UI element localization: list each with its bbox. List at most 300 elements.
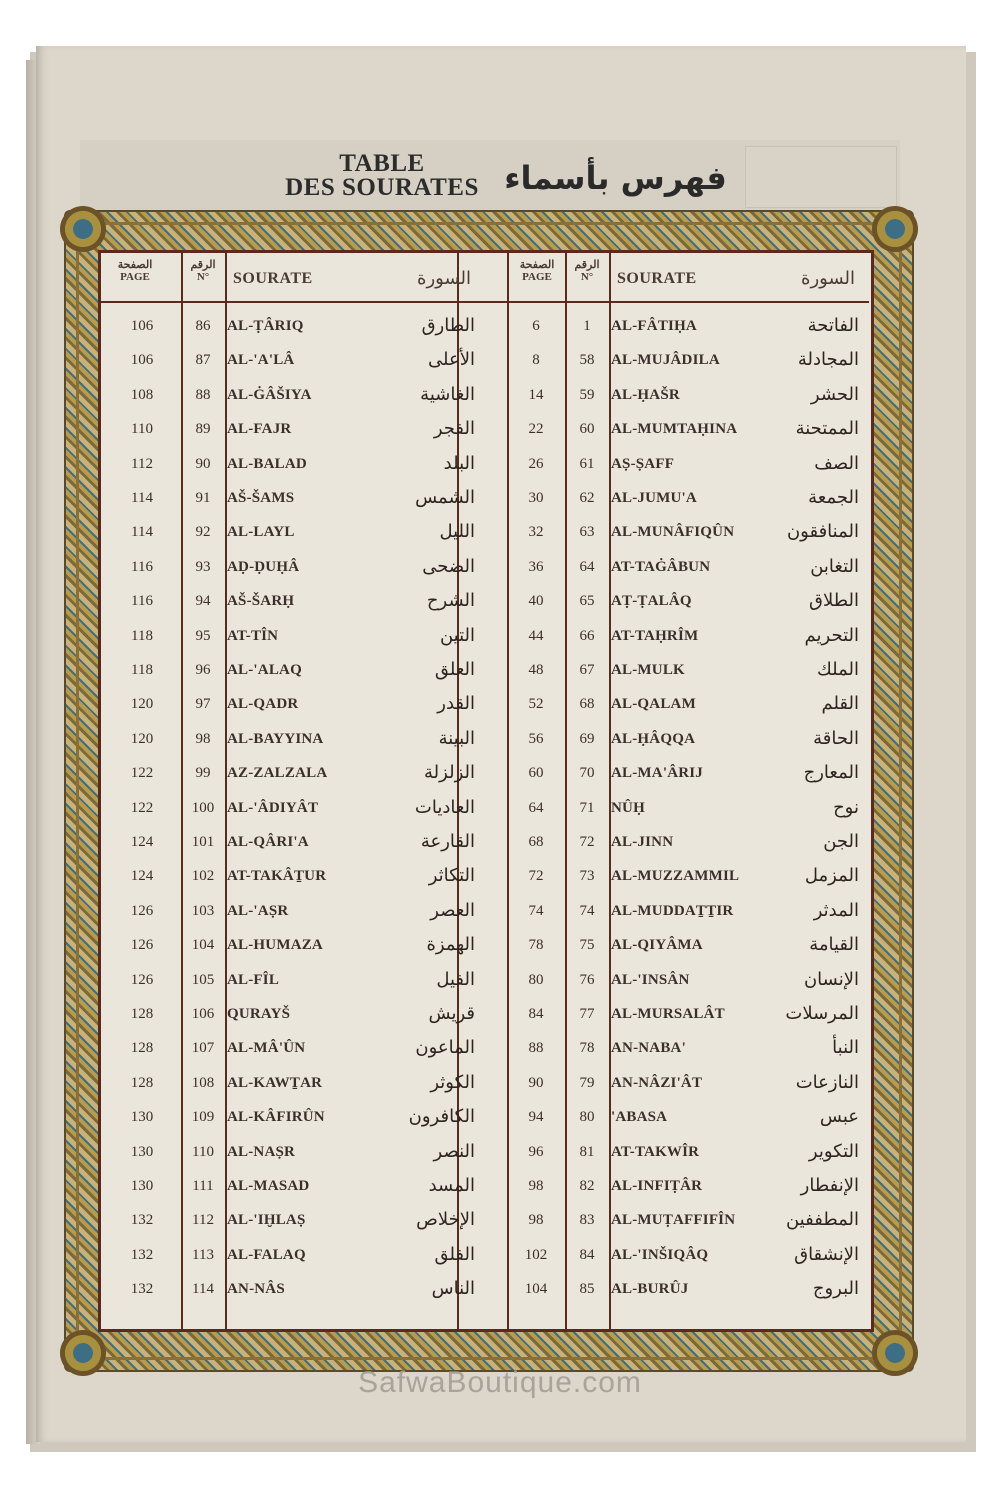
surah-name-ar: البروج <box>812 1278 859 1300</box>
table-row <box>485 378 869 412</box>
surah-name-ar: الهمزة <box>426 934 475 956</box>
surah-number: 73 <box>579 868 595 885</box>
surah-name-ar: الفيل <box>436 968 475 990</box>
surah-number: 84 <box>579 1246 595 1263</box>
table-row <box>485 825 869 859</box>
surah-number: 75 <box>579 937 595 954</box>
surah-number: 110 <box>192 1143 214 1160</box>
surah-name: AL-INFIṬÂR <box>611 1178 703 1194</box>
surah-name-ar: القيامة <box>809 934 859 956</box>
column-header-page-fr: PAGE <box>120 271 150 283</box>
surah-name-ar: الكوثر <box>430 1071 475 1093</box>
surah-name: AT-TAKWÎR <box>611 1143 700 1160</box>
surah-name-ar: البينة <box>438 727 475 749</box>
surah-number: 91 <box>195 490 211 506</box>
surah-name: AL-MÂ'ÛN <box>227 1040 306 1057</box>
surah-name-ar: العلق <box>434 659 475 680</box>
page-number: 106 <box>130 352 154 369</box>
surah-number: 111 <box>192 1178 214 1194</box>
table-row <box>485 412 869 446</box>
surah-number: 98 <box>195 730 211 747</box>
table-row <box>485 447 869 481</box>
table-row <box>485 584 869 618</box>
page-number: 78 <box>528 937 544 954</box>
page-number: 116 <box>131 558 153 575</box>
surah-name: AL-FAJR <box>227 421 292 438</box>
table-row <box>101 1169 485 1203</box>
page-number: 98 <box>528 1178 544 1194</box>
surah-name-ar: القارعة <box>420 831 475 852</box>
surah-number: 90 <box>195 455 211 472</box>
surah-name: AL-MURSALÂT <box>611 1006 725 1022</box>
table-row <box>485 894 869 928</box>
page-number: 74 <box>528 902 544 919</box>
surah-name: AL-'INSÂN <box>611 971 690 988</box>
surah-name: AL-KAWṮAR <box>227 1074 323 1091</box>
surah-name-ar: الشمس <box>415 487 475 508</box>
page-number: 124 <box>130 868 154 885</box>
page-number: 118 <box>131 662 153 678</box>
table-row <box>101 825 485 859</box>
surah-name: AN-NÂS <box>227 1281 285 1298</box>
page-number: 132 <box>130 1246 154 1263</box>
surah-name: AṢ-ṢAFF <box>611 455 675 472</box>
table-row <box>485 1135 869 1169</box>
surah-name: AN-NABA' <box>611 1040 686 1057</box>
page-number: 112 <box>131 455 153 472</box>
page-number: 90 <box>528 1074 544 1091</box>
surah-name: AL-MUDDAṮṮIR <box>611 902 734 919</box>
surah-name: AL-MASAD <box>227 1178 310 1194</box>
page-number: 116 <box>131 593 153 610</box>
page-number: 68 <box>528 834 544 850</box>
surah-number: 1 <box>583 318 591 334</box>
page-title-fr <box>272 152 492 200</box>
surah-name-ar: المزمل <box>804 865 859 887</box>
surah-name-ar: التين <box>439 624 475 646</box>
surah-name-ar: التكوير <box>808 1140 859 1162</box>
surah-name-ar: العصر <box>430 899 475 921</box>
surah-number: 112 <box>192 1212 214 1229</box>
surah-name: AL-FALAQ <box>227 1246 306 1263</box>
page-title-ar: فهرس بأسماء <box>504 159 727 197</box>
surah-name-ar: الماعون <box>415 1037 475 1059</box>
watermark: SafwaBoutique.com <box>358 1366 642 1399</box>
page-number: 32 <box>528 524 544 541</box>
page-number: 40 <box>528 593 544 610</box>
surah-name: 'ABASA <box>611 1109 668 1126</box>
surah-name-ar: المجادلة <box>797 349 859 371</box>
surah-name-ar: التكاثر <box>428 865 475 887</box>
column-header-num-ar: الرقم <box>574 259 600 271</box>
surah-name-ar: الإخلاص <box>416 1209 475 1231</box>
table-row <box>485 1031 869 1065</box>
surah-name: AŠ-ŠARḤ <box>227 593 295 610</box>
page-number: 56 <box>528 730 544 747</box>
column-header-sourate-ar: السورة <box>801 268 855 289</box>
surah-number: 58 <box>579 352 595 369</box>
table-row <box>101 550 485 584</box>
page-number: 14 <box>528 386 544 403</box>
table-row <box>485 481 869 515</box>
table-row <box>101 687 485 721</box>
surah-name: AL-JUMU'A <box>611 490 697 506</box>
table-row <box>485 791 869 825</box>
page-number: 8 <box>532 352 540 369</box>
table-row <box>101 1272 485 1306</box>
surah-number: 82 <box>579 1178 595 1194</box>
surah-number: 96 <box>195 662 211 678</box>
surah-name-ar: النبأ <box>832 1037 859 1059</box>
surah-number: 89 <box>195 421 211 438</box>
table-row <box>101 1066 485 1100</box>
page-number: 84 <box>528 1006 544 1022</box>
page-number: 98 <box>528 1212 544 1229</box>
surah-number: 66 <box>579 627 595 644</box>
surah-name: AL-'AṢR <box>227 902 289 919</box>
surah-name: AL-'ALAQ <box>227 662 302 678</box>
surah-name-ar: الطارق <box>421 315 475 336</box>
page-number: 80 <box>528 971 544 988</box>
surah-name-ar: المنافقون <box>786 521 859 543</box>
surah-name: AT-TÎN <box>227 627 279 644</box>
surah-name: AL-'ÂDIYÂT <box>227 799 319 816</box>
surah-name: AL-MULK <box>611 662 685 678</box>
table-row <box>101 481 485 515</box>
surah-number: 102 <box>191 868 215 885</box>
surah-name: AL-ḤÂQQA <box>611 730 696 747</box>
surah-name-ar: المطففين <box>785 1209 859 1231</box>
column-header-page-ar: الصفحة <box>117 259 153 271</box>
surah-name: AL-QIYÂMA <box>611 937 703 954</box>
surah-name-ar: الناس <box>431 1278 475 1300</box>
table-row <box>101 791 485 825</box>
surah-name-ar: الضحى <box>422 555 475 577</box>
page-number: 52 <box>528 696 544 713</box>
column-header-num <box>567 259 607 299</box>
surah-name-ar: النصر <box>433 1140 475 1162</box>
table-panel-right <box>485 253 869 1329</box>
surah-name: AL-MUJÂDILA <box>611 352 720 369</box>
page-number: 94 <box>528 1109 544 1126</box>
table-row <box>101 928 485 962</box>
column-header-num-fr: N° <box>580 271 594 283</box>
table-row <box>485 1272 869 1306</box>
border-ornament-top-left <box>60 206 106 252</box>
table-row <box>101 1203 485 1237</box>
surah-number: 108 <box>191 1074 215 1091</box>
surah-name-ar: قريش <box>428 1003 475 1024</box>
surah-number: 68 <box>579 696 595 713</box>
surah-name: AL-LAYL <box>227 524 295 541</box>
page-number: 118 <box>131 627 153 644</box>
table-row <box>485 1100 869 1134</box>
surah-name: AL-MUMTAḤINA <box>611 421 738 438</box>
column-header-page-ar: الصفحة <box>519 259 555 271</box>
page-number: 126 <box>130 937 154 954</box>
surah-number: 79 <box>579 1074 595 1091</box>
surah-name: AT-TAḤRÎM <box>611 627 699 644</box>
surah-name-ar: الفجر <box>433 418 475 440</box>
surah-number: 100 <box>191 799 215 816</box>
table-row <box>485 1066 869 1100</box>
surah-name: AN-NÂZI'ÂT <box>611 1074 703 1091</box>
surah-name: AL-HUMAZA <box>227 937 323 954</box>
surah-name-ar: القلم <box>821 693 859 715</box>
surah-name-ar: الغاشية <box>420 383 475 405</box>
table-row <box>485 756 869 790</box>
page-number: 48 <box>528 662 544 678</box>
page-number: 114 <box>131 490 153 506</box>
table-row <box>101 894 485 928</box>
surah-name: NÛḤ <box>611 799 645 816</box>
page-number: 110 <box>131 421 153 438</box>
surah-name: AL-'A'LÂ <box>227 352 295 369</box>
surah-number: 104 <box>191 937 215 954</box>
surah-name: AL-ḤAŠR <box>611 386 680 403</box>
page-number: 96 <box>528 1143 544 1160</box>
table-row <box>101 997 485 1031</box>
table-row <box>485 687 869 721</box>
table-row <box>485 859 869 893</box>
surah-name-ar: العاديات <box>414 796 475 818</box>
table-row <box>485 997 869 1031</box>
surah-number: 114 <box>192 1281 214 1298</box>
page-number: 122 <box>130 765 154 782</box>
surah-number: 93 <box>195 558 211 575</box>
column-header-sourate-ar: السورة <box>417 268 471 289</box>
header-rule <box>101 301 485 303</box>
surah-name: AL-QALAM <box>611 696 696 713</box>
surah-name-ar: المدثر <box>813 899 859 921</box>
surah-name-ar: الزلزلة <box>424 762 475 784</box>
table-panel-left <box>101 253 485 1329</box>
surah-name: AL-KÂFIRÛN <box>227 1109 325 1126</box>
bleed-through-box <box>745 146 897 208</box>
page-number: 130 <box>130 1143 154 1160</box>
surah-name: AḌ-ḌUḤÂ <box>227 558 300 575</box>
page-number: 122 <box>130 799 154 816</box>
page-number: 130 <box>130 1178 154 1194</box>
surah-name-ar: الحشر <box>810 383 859 405</box>
surah-number: 77 <box>579 1006 595 1022</box>
table-row <box>485 619 869 653</box>
surah-name: AL-NAṢR <box>227 1143 296 1160</box>
surah-name-ar: المعارج <box>803 762 859 784</box>
page-number: 132 <box>130 1212 154 1229</box>
surah-number: 105 <box>191 971 215 988</box>
page-number: 128 <box>130 1074 154 1091</box>
surah-name-ar: الحاقة <box>813 727 859 749</box>
table-row <box>101 584 485 618</box>
surah-name: AL-MUNÂFIQÛN <box>611 524 735 541</box>
surah-name: AL-BAYYINA <box>227 730 324 747</box>
surah-name-ar: الممتحنة <box>795 418 859 440</box>
surah-name-ar: الفاتحة <box>807 315 859 336</box>
page-number: 106 <box>130 318 154 334</box>
surah-name-ar: الفلق <box>434 1243 475 1265</box>
surah-name-ar: الإنفطار <box>800 1175 859 1196</box>
surah-number: 94 <box>195 593 211 610</box>
surah-number: 65 <box>579 593 595 610</box>
page-number: 128 <box>130 1006 154 1022</box>
surah-name-ar: الطلاق <box>809 590 859 612</box>
surah-name-ar: التحريم <box>804 624 859 646</box>
surah-name-ar: الصف <box>814 452 859 474</box>
surah-name-ar: المسد <box>428 1175 475 1196</box>
surah-number: 97 <box>195 696 211 713</box>
surah-name-ar: التغابن <box>810 555 859 577</box>
surah-name-ar: القدر <box>437 693 475 715</box>
header-rule <box>485 301 869 303</box>
surah-name: AT-TAĠÂBUN <box>611 558 711 575</box>
page-number: 108 <box>130 386 154 403</box>
surah-number: 62 <box>579 490 595 506</box>
surah-number: 74 <box>579 902 595 919</box>
surah-name-ar: النازعات <box>795 1071 859 1093</box>
table-row <box>485 515 869 549</box>
page-number: 26 <box>528 455 544 472</box>
table-row <box>101 412 485 446</box>
surah-number: 81 <box>579 1143 595 1160</box>
surah-number: 63 <box>579 524 595 541</box>
page-number: 114 <box>131 524 153 541</box>
surah-name: AL-BURÛJ <box>611 1281 689 1298</box>
page-number: 88 <box>528 1040 544 1057</box>
page-number: 124 <box>130 834 154 850</box>
surah-name-ar: الجن <box>823 831 859 852</box>
surah-name: AL-MUṬAFFIFÎN <box>611 1212 736 1229</box>
page-number: 126 <box>130 902 154 919</box>
surah-name-ar: المرسلات <box>785 1003 859 1024</box>
surah-name-ar: عبس <box>819 1106 859 1128</box>
table-row <box>485 653 869 687</box>
table-row <box>101 1100 485 1134</box>
table-row <box>485 343 869 377</box>
page-number: 36 <box>528 558 544 575</box>
surah-number: 101 <box>191 834 215 850</box>
table-row <box>101 619 485 653</box>
title-line-1: TABLE <box>339 150 425 177</box>
surah-number: 88 <box>195 386 211 403</box>
surah-name: AZ-ZALZALA <box>227 765 328 782</box>
surah-name: AL-FÂTIḤA <box>611 318 697 334</box>
page-number: 22 <box>528 421 544 438</box>
surah-name-ar: نوح <box>833 796 859 818</box>
surah-number: 60 <box>579 421 595 438</box>
surah-name-ar: الملك <box>816 659 859 680</box>
page-number: 30 <box>528 490 544 506</box>
table-row <box>101 859 485 893</box>
surah-number: 109 <box>191 1109 215 1126</box>
page-number: 44 <box>528 627 544 644</box>
table-row <box>101 756 485 790</box>
column-header-sourate: SOURATE <box>233 270 313 287</box>
surah-name: AL-BALAD <box>227 455 307 472</box>
column-header-sourate: SOURATE <box>617 270 697 287</box>
table-row <box>485 309 869 343</box>
surah-number: 78 <box>579 1040 595 1057</box>
surah-name-ar: الإنشقاق <box>794 1243 859 1265</box>
surah-name: AL-ĠÂŠIYA <box>227 386 312 403</box>
page-number: 128 <box>130 1040 154 1057</box>
surah-name-ar: الكافرون <box>408 1106 475 1128</box>
table-row <box>101 1238 485 1272</box>
surah-number: 80 <box>579 1109 595 1126</box>
surah-name: AL-'IḪLAṢ <box>227 1212 306 1229</box>
column-header-num <box>183 259 223 299</box>
surah-name: AL-QÂRI'A <box>227 834 309 850</box>
surah-name: AL-'INŠIQÂQ <box>611 1246 709 1263</box>
surah-number: 87 <box>195 352 211 369</box>
table-row <box>101 343 485 377</box>
page-number: 120 <box>130 696 154 713</box>
table-row <box>485 1203 869 1237</box>
surah-name: QURAYŠ <box>227 1006 291 1022</box>
surah-number: 103 <box>191 902 215 919</box>
surah-name: AT-TAKÂṮUR <box>227 868 327 885</box>
surah-number: 59 <box>579 386 595 403</box>
table-row <box>101 378 485 412</box>
surah-number: 76 <box>579 971 595 988</box>
surah-number: 107 <box>191 1040 215 1057</box>
surah-name-ar: الإنسان <box>803 968 859 990</box>
surah-name-ar: الجمعة <box>808 487 859 508</box>
page-number: 130 <box>130 1109 154 1126</box>
surah-number: 106 <box>191 1006 215 1022</box>
surah-name: AL-QADR <box>227 696 299 713</box>
table-row <box>485 1238 869 1272</box>
page-number: 6 <box>532 318 540 334</box>
table-row <box>101 963 485 997</box>
surah-name-ar: البلد <box>443 452 475 474</box>
page-number: 60 <box>528 765 544 782</box>
table-row <box>101 722 485 756</box>
table-row <box>101 515 485 549</box>
surah-name-ar: الأعلى <box>428 349 475 371</box>
column-header-page-fr: PAGE <box>522 271 552 283</box>
page-number: 72 <box>528 868 544 885</box>
surah-name: AL-MUZZAMMIL <box>611 868 740 885</box>
surah-number: 72 <box>579 834 595 850</box>
table-row <box>101 309 485 343</box>
surah-name: AL-ṬÂRIQ <box>227 318 304 334</box>
surah-number: 113 <box>192 1246 214 1263</box>
table-row <box>485 1169 869 1203</box>
column-header-num-fr: N° <box>196 271 210 283</box>
table-row <box>485 722 869 756</box>
surah-name: AL-FÎL <box>227 971 280 988</box>
table-row <box>101 1031 485 1065</box>
table-row <box>485 928 869 962</box>
column-header-page <box>107 259 163 299</box>
column-header-page <box>509 259 565 299</box>
surah-number: 70 <box>579 765 595 782</box>
table-row <box>485 550 869 584</box>
page-number: 132 <box>130 1281 154 1298</box>
page-number: 104 <box>524 1281 548 1298</box>
page-number: 64 <box>528 799 544 816</box>
page-number: 120 <box>130 730 154 747</box>
surah-number: 92 <box>195 524 211 541</box>
page-number: 102 <box>524 1246 548 1263</box>
surah-name: AṬ-ṬALÂQ <box>611 593 692 610</box>
surah-name-ar: الليل <box>439 521 475 543</box>
surah-number: 95 <box>195 627 211 644</box>
table-row <box>101 653 485 687</box>
surah-number: 86 <box>195 318 211 334</box>
surah-name: AL-MA'ÂRIJ <box>611 765 703 782</box>
